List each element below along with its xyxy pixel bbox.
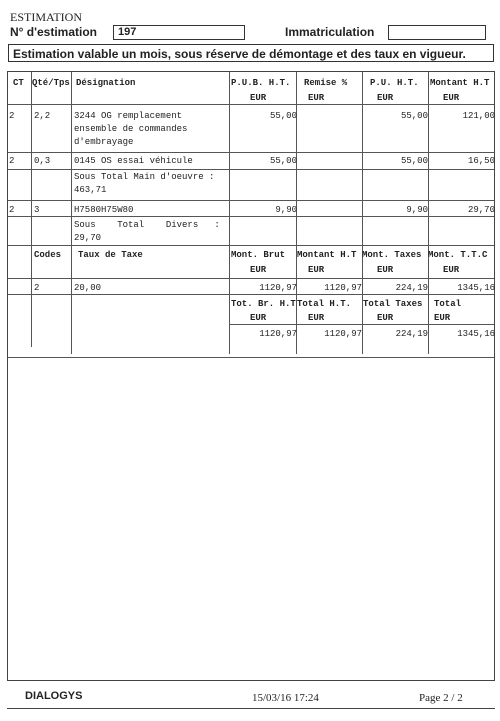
row-3-pub-ht: 9,90 — [275, 205, 297, 215]
col-header-qty: Qté/Tps — [32, 78, 70, 88]
tax-row-code: 2 — [34, 283, 40, 293]
col-header-discount: Remise % — [304, 78, 348, 88]
subtotal-misc-value: 29,70 — [74, 233, 102, 243]
col-header-amount-ht-unit: EUR — [443, 93, 460, 103]
totals-header-gross-unit: EUR — [250, 313, 267, 323]
tax-row-net-ht: 1120,97 — [324, 283, 362, 293]
row-1-designation-line-1: 3244 OG remplacement — [74, 111, 183, 121]
row-2-pub-ht: 55,00 — [269, 156, 297, 166]
row-divider — [8, 278, 494, 279]
row-divider — [229, 324, 494, 325]
totals-grand: 1345,16 — [457, 329, 495, 339]
row-1-designation-line-2: ensemble de commandes — [74, 124, 188, 134]
column-divider — [71, 72, 72, 354]
row-1-qty: 2,2 — [34, 111, 51, 121]
tax-header-taxes: Mont. Taxes — [362, 250, 422, 260]
estimate-number-label: N° d'estimation — [10, 25, 97, 39]
col-header-pu-ht-unit: EUR — [377, 93, 394, 103]
row-divider — [8, 245, 494, 246]
row-3-qty: 3 — [34, 205, 40, 215]
tax-header-rate: Taux de Taxe — [78, 250, 143, 260]
registration-label: Immatriculation — [285, 25, 375, 39]
col-header-pub-ht: P.U.B. H.T. — [231, 78, 291, 88]
validity-notice: Estimation valable un mois, sous réserve de démontage et des taux en vigueur. — [8, 44, 494, 62]
tax-header-net-ht-unit: EUR — [308, 265, 325, 275]
totals-gross: 1120,97 — [259, 329, 297, 339]
totals-net: 1120,97 — [324, 329, 362, 339]
col-header-discount-unit: EUR — [308, 93, 325, 103]
row-divider — [8, 200, 494, 201]
tax-row-ttc: 1345,16 — [457, 283, 495, 293]
row-3-ct: 2 — [9, 205, 15, 215]
totals-header-grand-unit: EUR — [434, 313, 451, 323]
tax-header-ttc: Mont. T.T.C — [428, 250, 488, 260]
row-2-ct: 2 — [9, 156, 15, 166]
row-2-amount-ht: 16,50 — [467, 156, 495, 166]
row-1-pu-ht: 55,00 — [400, 111, 428, 121]
row-3-designation: H7580H75W80 — [74, 205, 134, 215]
tax-header-gross-unit: EUR — [250, 265, 267, 275]
row-1-ct: 2 — [9, 111, 15, 121]
row-2-qty: 0,3 — [34, 156, 51, 166]
subtotal-labour-label: Sous Total Main d'oeuvre : — [74, 172, 215, 182]
col-header-pub-ht-unit: EUR — [250, 93, 267, 103]
totals-header-net: Total H.T. — [297, 299, 352, 309]
row-1-designation-line-3: d'embrayage — [74, 137, 134, 147]
tax-header-ttc-unit: EUR — [443, 265, 460, 275]
col-header-amount-ht: Montant H.T — [430, 78, 490, 88]
estimate-number-field: 197 — [113, 25, 245, 40]
document-title: ESTIMATION — [10, 10, 82, 24]
footer-datetime: 15/03/16 17:24 — [252, 692, 319, 704]
row-divider — [8, 357, 494, 358]
column-divider — [31, 72, 32, 347]
tax-row-gross: 1120,97 — [259, 283, 297, 293]
footer-page-number: Page 2 / 2 — [419, 692, 463, 704]
subtotal-labour-value: 463,71 — [74, 185, 107, 195]
tax-header-net-ht: Montant H.T — [297, 250, 357, 260]
tax-row-rate: 20,00 — [74, 283, 102, 293]
tax-header-taxes-unit: EUR — [377, 265, 394, 275]
row-3-pu-ht: 9,90 — [406, 205, 428, 215]
footer-divider — [7, 708, 495, 709]
registration-field — [388, 25, 486, 40]
row-2-designation: 0145 OS essai véhicule — [74, 156, 193, 166]
subtotal-misc-label: Sous Total Divers : — [74, 220, 220, 230]
totals-header-gross: Tot. Br. H.T — [231, 299, 296, 309]
col-header-ct: CT — [13, 78, 24, 88]
col-header-pu-ht: P.U. H.T. — [370, 78, 419, 88]
row-2-pu-ht: 55,00 — [400, 156, 428, 166]
tax-row-taxes: 224,19 — [395, 283, 428, 293]
totals-header-net-unit: EUR — [308, 313, 325, 323]
tax-header-gross: Mont. Brut — [231, 250, 286, 260]
totals-header-taxes: Total Taxes — [363, 299, 423, 309]
col-header-designation: Désignation — [76, 78, 136, 88]
row-3-amount-ht: 29,70 — [467, 205, 495, 215]
footer-company: DIALOGYS — [25, 690, 83, 702]
totals-header-grand: Total — [434, 299, 462, 309]
totals-header-taxes-unit: EUR — [377, 313, 394, 323]
row-1-pub-ht: 55,00 — [269, 111, 297, 121]
row-divider — [8, 152, 494, 153]
row-divider — [8, 169, 494, 170]
tax-header-codes: Codes — [34, 250, 62, 260]
totals-taxes: 224,19 — [395, 329, 428, 339]
row-1-amount-ht: 121,00 — [462, 111, 495, 121]
